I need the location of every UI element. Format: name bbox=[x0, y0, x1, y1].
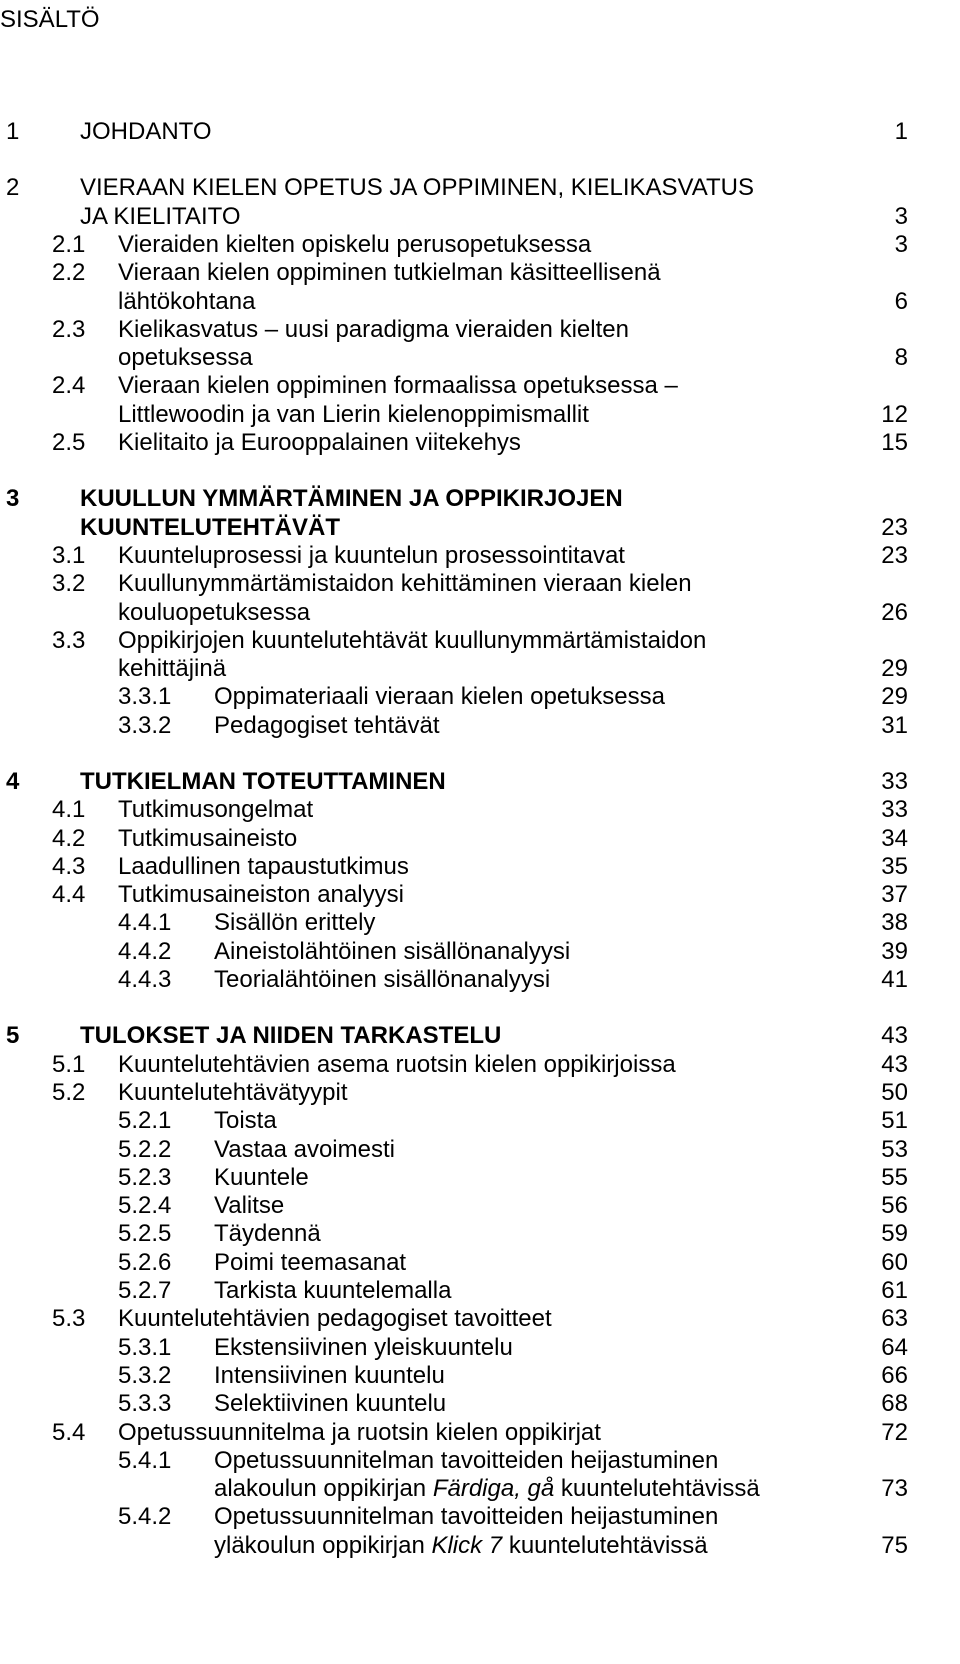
toc-line bbox=[0, 258, 908, 288]
toc-entry-title: Tutkimusaineiston analyysi bbox=[118, 881, 404, 908]
toc-line bbox=[0, 569, 908, 599]
toc-line bbox=[0, 1106, 908, 1136]
toc-entry-title: Oppikirjojen kuuntelutehtävät kuullunymmärtämistaidon bbox=[118, 627, 707, 654]
toc-page-number: 73 bbox=[881, 1475, 908, 1502]
toc-entry-title: Tutkimusongelmat bbox=[118, 796, 314, 823]
toc-page-number: 56 bbox=[881, 1192, 908, 1219]
toc-line bbox=[0, 287, 908, 317]
toc-page-number: 3 bbox=[894, 203, 908, 230]
toc-entry-title: Kuuntele bbox=[214, 1164, 309, 1191]
toc-line bbox=[0, 173, 908, 203]
toc-entry-title: kouluopetuksessa bbox=[118, 599, 311, 626]
toc-line bbox=[0, 1078, 908, 1108]
toc-line bbox=[0, 795, 908, 825]
toc-page-number: 72 bbox=[881, 1419, 908, 1446]
toc-line bbox=[0, 1333, 908, 1363]
toc-page-number: 68 bbox=[881, 1390, 908, 1417]
toc-line bbox=[0, 1361, 908, 1391]
toc-entry-title: Aineistolähtöinen sisällönanalyysi bbox=[214, 938, 571, 965]
toc-page-number: 64 bbox=[881, 1334, 908, 1361]
toc-entry-title: Kuuntelutehtävien pedagogiset tavoitteet bbox=[118, 1305, 552, 1332]
toc-line bbox=[0, 371, 908, 401]
toc-entry-title: Opetussuunnitelma ja ruotsin kielen oppikirjat bbox=[118, 1419, 601, 1446]
toc-entry-title: Kuunteluprosessi ja kuuntelun prosessointitavat bbox=[118, 542, 625, 569]
toc-entry-number: 2.5 bbox=[52, 429, 86, 456]
toc-line bbox=[0, 117, 908, 147]
toc-line bbox=[0, 965, 908, 995]
toc-entry-title: Tutkimusaineisto bbox=[118, 825, 298, 852]
toc-page-number: 50 bbox=[881, 1079, 908, 1106]
toc-line bbox=[0, 1531, 908, 1561]
toc-line bbox=[0, 880, 908, 910]
toc-line bbox=[0, 400, 908, 430]
toc-line bbox=[0, 1021, 908, 1051]
toc-entry-title: VIERAAN KIELEN OPETUS JA OPPIMINEN, KIELIKASVATUS bbox=[80, 174, 754, 201]
toc-line bbox=[0, 1276, 908, 1306]
toc-line bbox=[0, 824, 908, 854]
toc-entry-title: Kielikasvatus – uusi paradigma vieraiden kielten bbox=[118, 316, 629, 343]
toc-entry-title: Oppimateriaali vieraan kielen opetuksessa bbox=[214, 683, 665, 710]
toc-entry-title: Kielitaito ja Eurooppalainen viitekehys bbox=[118, 429, 521, 456]
toc-entry-number: 5.3.2 bbox=[118, 1362, 172, 1389]
toc-entry-title: Kuullunymmärtämistaidon kehittäminen vieraan kielen bbox=[118, 570, 692, 597]
toc-entry-number: 4.4 bbox=[52, 881, 86, 908]
toc-line bbox=[0, 484, 908, 514]
toc-line bbox=[0, 230, 908, 260]
toc-page-number: 29 bbox=[881, 683, 908, 710]
toc-entry-number: 5.3.1 bbox=[118, 1334, 172, 1361]
toc-entry-title: KUUNTELUTEHTÄVÄT bbox=[80, 514, 340, 541]
toc-entry-title: Poimi teemasanat bbox=[214, 1249, 407, 1276]
toc-entry-number: 2.2 bbox=[52, 259, 86, 286]
toc-page-number: 43 bbox=[881, 1022, 908, 1049]
toc-page-number: 33 bbox=[881, 768, 908, 795]
toc-entry-title: KUULLUN YMMÄRTÄMINEN JA OPPIKIRJOJEN bbox=[80, 485, 623, 512]
toc-line bbox=[0, 1050, 908, 1080]
toc-entry-title: TULOKSET JA NIIDEN TARKASTELU bbox=[80, 1022, 502, 1049]
toc-line bbox=[0, 937, 908, 967]
toc-entry-number: 4.4.2 bbox=[118, 938, 172, 965]
toc-line bbox=[0, 1389, 908, 1419]
toc-entry-number: 3 bbox=[6, 485, 20, 512]
toc-entry-number: 3.1 bbox=[52, 542, 86, 569]
toc-entry-number: 3.3 bbox=[52, 627, 86, 654]
toc-page-number: 75 bbox=[881, 1532, 908, 1559]
toc-line bbox=[0, 1135, 908, 1165]
toc-entry-title: Laadullinen tapaustutkimus bbox=[118, 853, 409, 880]
toc-entry-number: 4.3 bbox=[52, 853, 86, 880]
toc-page-number: 38 bbox=[881, 909, 908, 936]
toc-entry-title: lähtökohtana bbox=[118, 288, 256, 315]
toc-page-number: 53 bbox=[881, 1136, 908, 1163]
toc-page-number: 23 bbox=[881, 542, 908, 569]
toc-page-number: 3 bbox=[894, 231, 908, 258]
toc-line bbox=[0, 711, 908, 741]
toc-entry-number: 5.3 bbox=[52, 1305, 86, 1332]
toc-entry-number: 5.2 bbox=[52, 1079, 86, 1106]
toc-line bbox=[0, 1418, 908, 1448]
toc-entry-number: 5.2.4 bbox=[118, 1192, 172, 1219]
toc-page-number: 39 bbox=[881, 938, 908, 965]
toc-page-number: 60 bbox=[881, 1249, 908, 1276]
toc-page-number: 23 bbox=[881, 514, 908, 541]
toc-page-number: 8 bbox=[894, 344, 908, 371]
toc-line bbox=[0, 682, 908, 712]
toc-line bbox=[0, 852, 908, 882]
toc-line bbox=[0, 1248, 908, 1278]
toc-line bbox=[0, 343, 908, 373]
toc-line bbox=[0, 1446, 908, 1476]
toc-page-number: 63 bbox=[881, 1305, 908, 1332]
toc-page-number: 15 bbox=[881, 429, 908, 456]
toc-entry-title: Tarkista kuuntelemalla bbox=[214, 1277, 452, 1304]
toc-entry-title: TUTKIELMAN TOTEUTTAMINEN bbox=[80, 768, 446, 795]
toc-page-number: 37 bbox=[881, 881, 908, 908]
toc-entry-title: kehittäjinä bbox=[118, 655, 227, 682]
toc-line bbox=[0, 1219, 908, 1249]
toc-entry-title: Täydennä bbox=[214, 1220, 321, 1247]
toc-entry-number: 2 bbox=[6, 174, 20, 201]
toc-entry-title: Vastaa avoimesti bbox=[214, 1136, 395, 1163]
toc-entry-number: 4.4.1 bbox=[118, 909, 172, 936]
toc-line bbox=[0, 908, 908, 938]
toc-line bbox=[0, 315, 908, 345]
toc-entry-number: 5.2.6 bbox=[118, 1249, 172, 1276]
toc-line bbox=[0, 1474, 908, 1504]
toc-entry-title: Kuuntelutehtävien asema ruotsin kielen oppikirjoissa bbox=[118, 1051, 676, 1078]
toc-page-number: 29 bbox=[881, 655, 908, 682]
toc-entry-number: 4 bbox=[6, 768, 20, 795]
toc-line bbox=[0, 1163, 908, 1193]
toc-entry-title: alakoulun oppikirjan Färdiga, gå kuuntelutehtävissä bbox=[214, 1475, 760, 1502]
toc-entry-number: 2.3 bbox=[52, 316, 86, 343]
toc-line bbox=[0, 767, 908, 797]
toc-page-number: 41 bbox=[881, 966, 908, 993]
toc-page-number: 12 bbox=[881, 401, 908, 428]
toc-entry-number: 5.2.1 bbox=[118, 1107, 172, 1134]
toc-page-number: 34 bbox=[881, 825, 908, 852]
toc-page-number: 43 bbox=[881, 1051, 908, 1078]
toc-entry-number: 5.4.1 bbox=[118, 1447, 172, 1474]
toc-entry-number: 5.3.3 bbox=[118, 1390, 172, 1417]
toc-entry-title: Opetussuunnitelman tavoitteiden heijastuminen bbox=[214, 1503, 719, 1530]
toc-entry-number: 4.1 bbox=[52, 796, 86, 823]
toc-entry-number: 5.2.7 bbox=[118, 1277, 172, 1304]
toc-entry-number: 4.4.3 bbox=[118, 966, 172, 993]
toc-line bbox=[0, 598, 908, 628]
toc-entry-number: 1 bbox=[6, 118, 20, 145]
toc-entry-title: Selektiivinen kuuntelu bbox=[214, 1390, 447, 1417]
toc-entry-title: JOHDANTO bbox=[80, 118, 212, 145]
toc-page-number: 66 bbox=[881, 1362, 908, 1389]
toc-page-number: 33 bbox=[881, 796, 908, 823]
toc-page-number: 55 bbox=[881, 1164, 908, 1191]
toc-page-number: 35 bbox=[881, 853, 908, 880]
toc-line bbox=[0, 1502, 908, 1532]
toc-entry-number: 5.2.5 bbox=[118, 1220, 172, 1247]
toc-entry-title: Kuuntelutehtävätyypit bbox=[118, 1079, 348, 1106]
toc-entry-number: 3.3.1 bbox=[118, 683, 172, 710]
toc-line bbox=[0, 541, 908, 571]
toc-line bbox=[0, 428, 908, 458]
toc-entry-title: Vieraan kielen oppiminen tutkielman käsitteellisenä bbox=[118, 259, 661, 286]
toc-page-number: 61 bbox=[881, 1277, 908, 1304]
toc-entry-title: Teorialähtöinen sisällönanalyysi bbox=[214, 966, 551, 993]
toc-page-number: 59 bbox=[881, 1220, 908, 1247]
toc-entry-title: opetuksessa bbox=[118, 344, 253, 371]
toc-entry-number: 3.3.2 bbox=[118, 712, 172, 739]
toc-entry-title: Littlewoodin ja van Lierin kielenoppimismallit bbox=[118, 401, 589, 428]
toc-entry-number: 5.2.2 bbox=[118, 1136, 172, 1163]
toc-page-number: 31 bbox=[881, 712, 908, 739]
toc-line bbox=[0, 626, 908, 656]
toc-entry-number: 5.1 bbox=[52, 1051, 86, 1078]
toc-line bbox=[0, 202, 908, 232]
toc-entry-title: Sisällön erittely bbox=[214, 909, 376, 936]
toc-line bbox=[0, 654, 908, 684]
toc-line bbox=[0, 513, 908, 543]
page-title: SISÄLTÖ bbox=[0, 6, 100, 33]
toc-entry-number: 4.2 bbox=[52, 825, 86, 852]
toc-page-number: 1 bbox=[894, 118, 908, 145]
toc-entry-number: 2.4 bbox=[52, 372, 86, 399]
toc-entry-number: 3.2 bbox=[52, 570, 86, 597]
toc-entry-title: JA KIELITAITO bbox=[80, 203, 241, 230]
toc-entry-number: 5.2.3 bbox=[118, 1164, 172, 1191]
toc-entry-title: Pedagogiset tehtävät bbox=[214, 712, 440, 739]
toc-page-number: 6 bbox=[894, 288, 908, 315]
toc-entry-title: Opetussuunnitelman tavoitteiden heijastuminen bbox=[214, 1447, 719, 1474]
toc-entry-title: Valitse bbox=[214, 1192, 285, 1219]
toc-page-number: 26 bbox=[881, 599, 908, 626]
toc-entry-title: Intensiivinen kuuntelu bbox=[214, 1362, 445, 1389]
toc-entry-title: Ekstensiivinen yleiskuuntelu bbox=[214, 1334, 513, 1361]
toc-entry-number: 2.1 bbox=[52, 231, 86, 258]
toc-entry-title: Vieraiden kielten opiskelu perusopetuksessa bbox=[118, 231, 592, 258]
toc-entry-number: 5.4 bbox=[52, 1419, 86, 1446]
toc-entry-title: yläkoulun oppikirjan Klick 7 kuuntelutehtävissä bbox=[214, 1532, 708, 1559]
toc-page-number: 51 bbox=[881, 1107, 908, 1134]
toc-line bbox=[0, 1191, 908, 1221]
toc-entry-title: Toista bbox=[214, 1107, 277, 1134]
toc-line bbox=[0, 1304, 908, 1334]
toc-entry-title: Vieraan kielen oppiminen formaalissa opetuksessa – bbox=[118, 372, 678, 399]
toc-entry-number: 5.4.2 bbox=[118, 1503, 172, 1530]
toc-entry-number: 5 bbox=[6, 1022, 20, 1049]
